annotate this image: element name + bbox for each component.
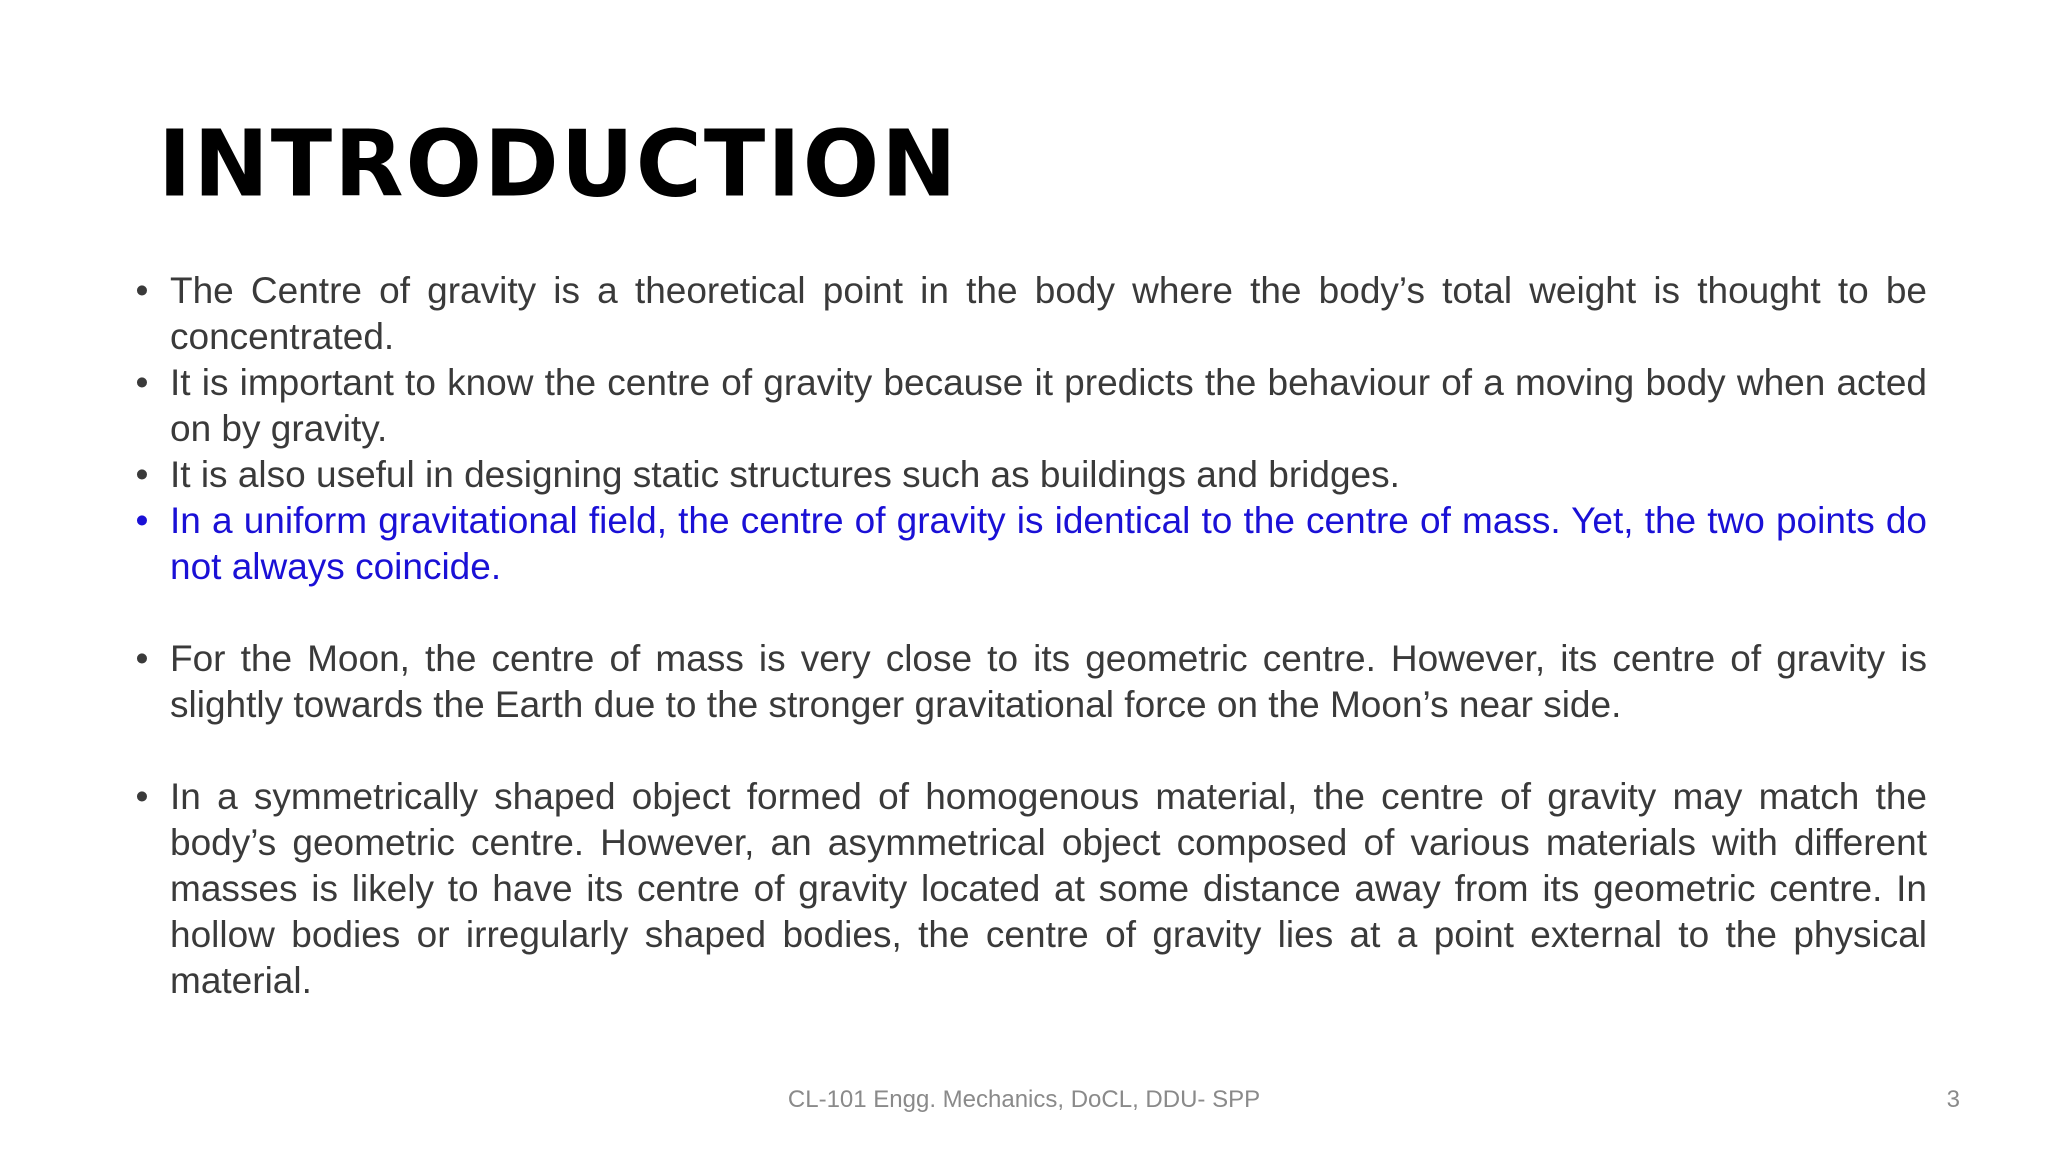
bullet-item [130, 452, 1927, 498]
bullet-icon: • [135, 270, 149, 311]
bullet-list [130, 268, 1927, 1004]
bullet-item [130, 268, 1927, 360]
bullet-icon: • [135, 638, 149, 679]
bullet-text: In a uniform gravitational field, the centre of gravity is identical to the centre of mass. Yet, the two points do not always coincide. [170, 500, 1927, 587]
bullet-text: For the Moon, the centre of mass is very close to its geometric centre. However, its centre of gravity is slightly towards the Earth due to the stronger gravitational force on the Moon’s near side. [170, 638, 1927, 725]
bullet-item-highlighted [130, 498, 1927, 590]
slide-title: INTRODUCTION [158, 110, 959, 219]
slide-footer: CL-101 Engg. Mechanics, DoCL, DDU- SPP [787, 1086, 1261, 1113]
bullet-text: The Centre of gravity is a theoretical point in the body where the body’s total weight is thought to be concentrated. [170, 270, 1927, 357]
bullet-text: It is also useful in designing static structures such as buildings and bridges. [170, 454, 1400, 495]
bullet-icon: • [135, 454, 149, 495]
bullet-item [130, 360, 1927, 452]
bullet-item [130, 636, 1927, 728]
bullet-icon: • [135, 500, 149, 541]
bullet-item [130, 774, 1927, 1004]
bullet-icon: • [135, 362, 149, 403]
bullet-text: It is important to know the centre of gravity because it predicts the behaviour of a moving body when acted on by gravity. [170, 362, 1927, 449]
bullet-text: In a symmetrically shaped object formed of homogenous material, the centre of gravity may match the body’s geometric centre. However, an asymmetrical object composed of various materials with different masses is likely to have its centre of gravity located at some distance away from its geometric centre. In hollow bodies or irregularly shaped bodies, the centre of gravity lies at a point external to the physical material. [170, 776, 1927, 1001]
bullet-icon: • [135, 776, 149, 817]
page-number: 3 [1946, 1086, 1960, 1113]
